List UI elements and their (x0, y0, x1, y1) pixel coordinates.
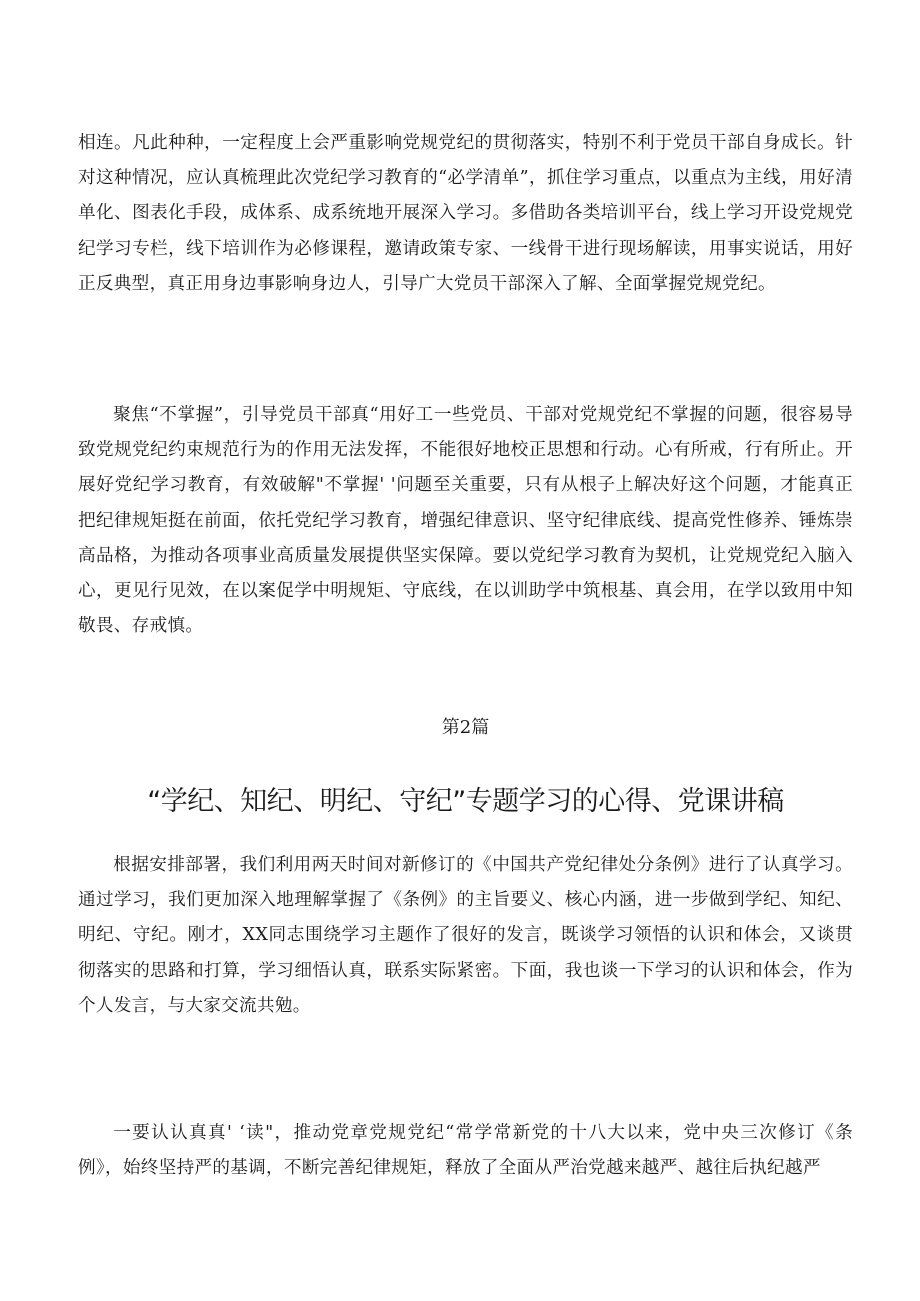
section-label: 第2篇 (441, 717, 490, 738)
document-title: “学纪、知纪、明纪、守纪”专题学习的心得、党课讲稿 (147, 786, 784, 817)
body-paragraph-2: 聚焦“不掌握”，引导党员干部真“用好工一些党员、干部对党规党纪不掌握的问题，很容易导致党规党纪约束规范行为的作用无法发挥，不能很好地校正思想和行动。心有所戒，行有所止。开展好党纪学习教育，有效破解"不掌握' '问题至关重要，只有从根子上解决好这个问题，才能真正把纪律规矩挺在前面，依托党纪学习教育，增强纪律意识、坚守纪律底线、提高党性修养、锤炼崇高品格，为推动各项事业高质量发展提供坚实保障。要以党纪学习教育为契机，让党规党纪入脑入心，更见行见效，在以案促学中明规矩、守底线，在以训助学中筑根基、真会用，在学以致用中知敬畏、存戒慎。 (78, 405, 853, 637)
body-paragraph-3: 根据安排部署，我们利用两天时间对新修订的《中国共产党纪律处分条例》进行了认真学习。通过学习，我们更加深入地理解掌握了《条例》的主旨要义、核心内涵，进一步做到学纪、知纪、明纪、守纪。刚才，XX同志围绕学习主题作了很好的发言，既谈学习领悟的认识和体会，又谈贯彻落实的思路和打算，学习细悟认真，联系实际紧密。下面，我也谈一下学习的认识和体会，作为个人发言，与大家交流共勉。 (78, 855, 853, 1016)
body-paragraph-1: 相连。凡此种种，一定程度上会严重影响党规党纪的贯彻落实，特别不利于党员干部自身成长。针对这种情况，应认真梳理此次党纪学习教育的“必学清单”，抓住学习重点，以重点为主线，用好清单化、图表化手段，成体系、成系统地开展深入学习。多借助各类培训平台，线上学习开设党规党纪学习专栏，线下培训作为必修课程，邀请政策专家、一线骨干进行现场解读，用事实说话，用好正反典型，真正用身边事影响身边人，引导广大党员干部深入了解、全面掌握党规党纪。 (78, 133, 853, 294)
body-paragraph-4: 一要认认真真' ‘读"，推动党章党规党纪“常学常新党的十八大以来，党中央三次修订《条例》，始终坚持严的基调，不断完善纪律规矩，释放了全面从严治党越来越严、越往后执纪越严 (78, 1123, 853, 1179)
